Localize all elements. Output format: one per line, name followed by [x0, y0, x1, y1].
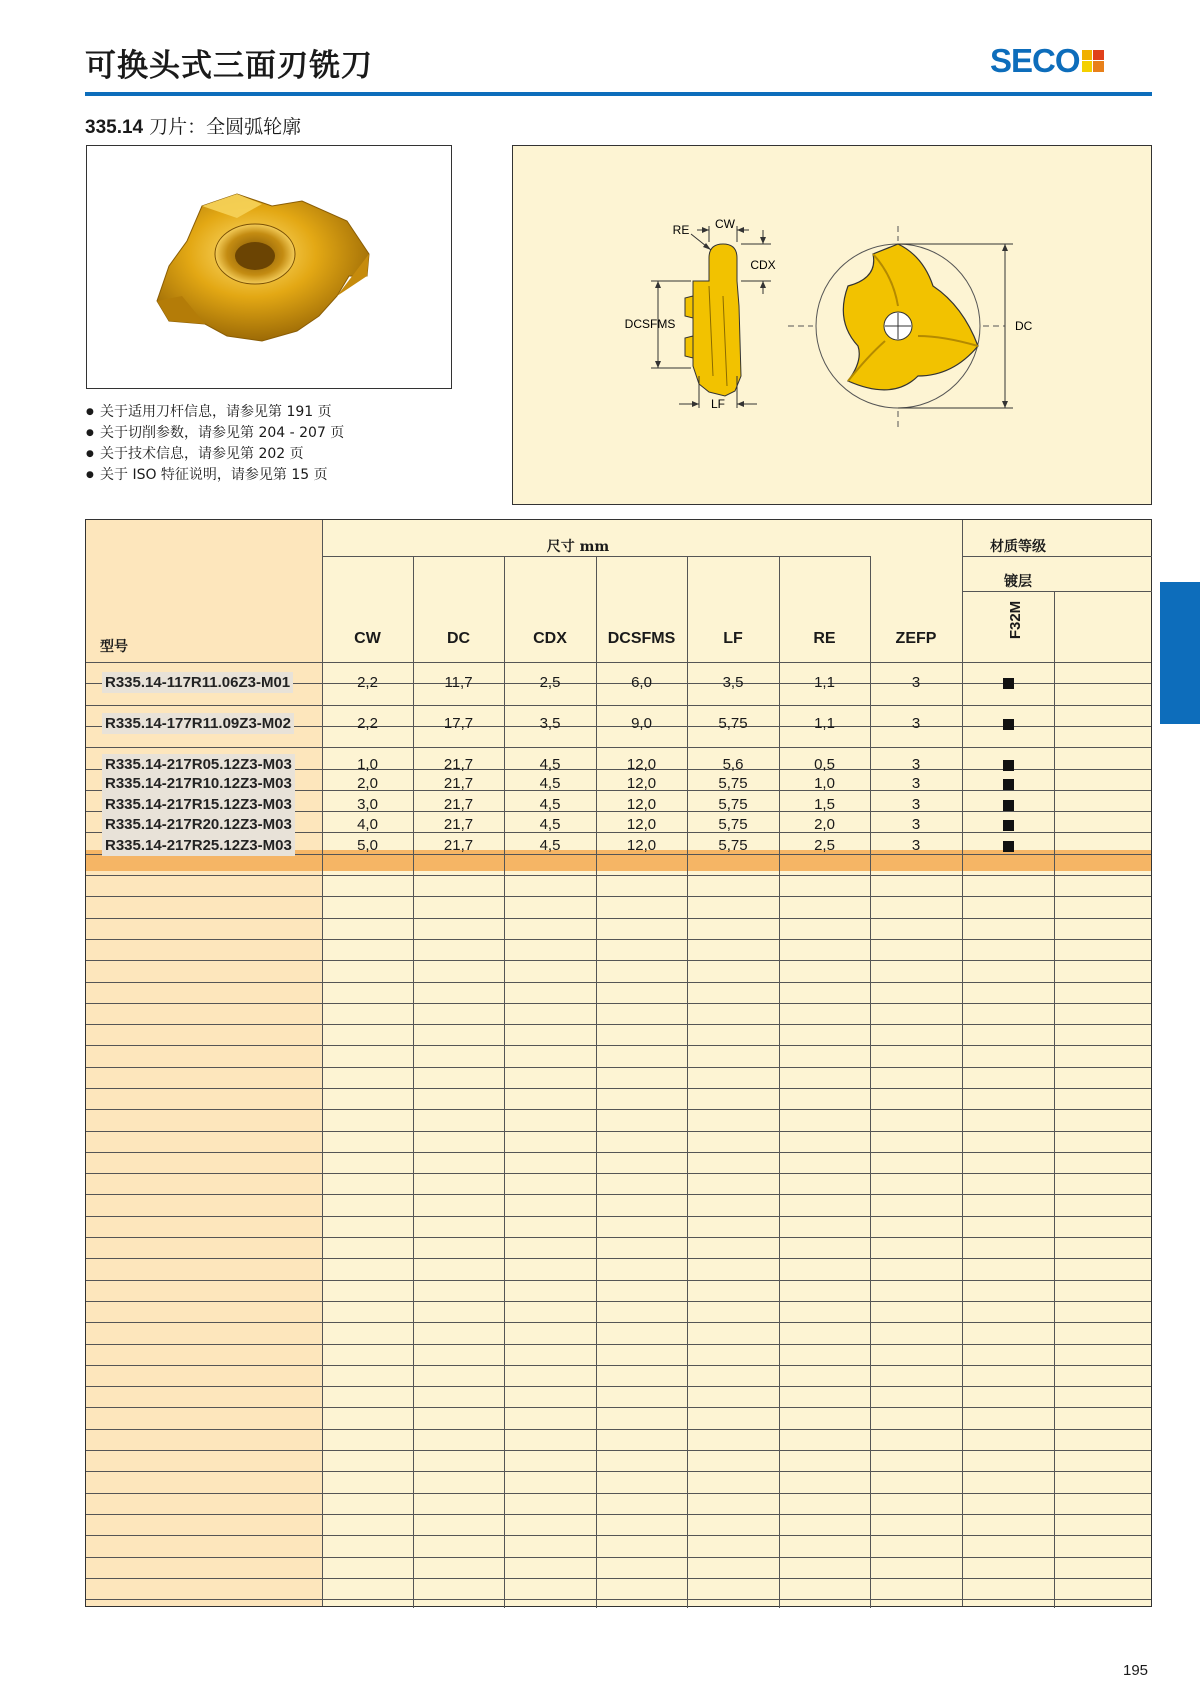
subtitle-text: 刀片：全圆弧轮廓	[149, 116, 302, 138]
note-item: ● 关于切削参数，请参见第 204 - 207 页	[86, 423, 344, 444]
section-subtitle	[85, 112, 301, 139]
filled-square-icon	[1003, 779, 1014, 790]
table-cell-cw: 2,2	[357, 715, 378, 732]
row-gridline	[86, 939, 1151, 940]
grade-available-marker	[962, 713, 1054, 734]
table-cell-dc: 21,7	[443, 837, 474, 854]
row-gridline	[86, 1258, 1151, 1259]
table-row-model	[86, 672, 322, 693]
table-row-model	[86, 794, 322, 815]
table-cell-lf: 5,6	[722, 756, 744, 773]
row-gridline	[86, 1429, 1151, 1430]
row-gridline	[86, 1344, 1151, 1345]
table-cell-lf: 5,75	[718, 715, 748, 732]
col-header-f32m: F32M	[1007, 600, 1024, 640]
table-cell-zefp: 3	[911, 816, 921, 833]
table-cell-lf: 5,75	[718, 837, 748, 854]
notes-list	[86, 402, 344, 486]
row-gridline	[86, 1109, 1151, 1110]
row-gridline	[86, 982, 1151, 983]
col-header-dcsfms: DCSFMS	[607, 630, 676, 647]
model-header: 型号	[100, 639, 128, 655]
logo-mark-icon	[1082, 50, 1104, 72]
model-code: R335.14-117R11.06Z3-M01	[102, 672, 293, 693]
row-gridline	[86, 1471, 1151, 1472]
row-gridline	[86, 918, 1151, 919]
label-re: RE	[672, 223, 690, 237]
table-cell-zefp: 3	[911, 715, 921, 732]
table-cell-re: 2,0	[814, 816, 835, 833]
table-cell-cdx: 2,5	[539, 674, 561, 691]
row-gridline	[86, 1152, 1151, 1153]
table-cell-lf: 3,5	[722, 674, 744, 691]
row-gridline	[86, 1407, 1151, 1408]
table-cell-cdx: 4,5	[539, 775, 561, 792]
logo-text: SECO	[990, 42, 1080, 79]
row-gridline	[86, 1003, 1151, 1004]
row-gridline	[86, 1493, 1151, 1494]
row-gridline	[86, 1216, 1151, 1217]
table-cell-dc: 21,7	[443, 816, 474, 833]
table-cell-zefp: 3	[911, 775, 921, 792]
filled-square-icon	[1003, 719, 1014, 730]
table-cell-dcsfms: 12,0	[626, 756, 657, 773]
table-cell-cw: 5,0	[357, 837, 378, 854]
row-gridline	[86, 1131, 1151, 1132]
col-header-cw: CW	[354, 630, 381, 647]
row-gridline	[86, 1045, 1151, 1046]
table-cell-cw: 4,0	[357, 816, 378, 833]
dimension-diagram	[512, 145, 1152, 505]
table-cell-dc: 21,7	[443, 775, 474, 792]
row-gridline	[86, 1280, 1151, 1281]
table-cell-zefp: 3	[911, 796, 921, 813]
filled-square-icon	[1003, 800, 1014, 811]
label-cdx: CDX	[750, 258, 776, 272]
model-code: R335.14-217R15.12Z3-M03	[102, 794, 295, 815]
table-cell-zefp: 3	[911, 674, 921, 691]
table-cell-cw: 1,0	[357, 756, 378, 773]
row-gridline	[86, 1173, 1151, 1174]
table-row-model	[86, 754, 322, 775]
table-cell-cw: 2,0	[357, 775, 378, 792]
row-gridline	[86, 705, 1151, 706]
grade-available-marker	[962, 754, 1054, 775]
table-cell-zefp: 3	[911, 756, 921, 773]
row-gridline	[86, 1514, 1151, 1515]
table-row-model	[86, 713, 322, 734]
table-cell-dcsfms: 12,0	[626, 837, 657, 854]
side-tab	[1160, 582, 1200, 724]
model-code: R335.14-217R25.12Z3-M03	[102, 835, 295, 856]
table-row-model	[86, 814, 322, 835]
row-gridline	[86, 1301, 1151, 1302]
table-cell-dcsfms: 12,0	[626, 816, 657, 833]
seco-logo	[990, 42, 1104, 79]
row-gridline	[86, 875, 1151, 876]
table-cell-dc: 11,7	[444, 674, 473, 691]
row-gridline	[86, 1386, 1151, 1387]
table-cell-re: 1,0	[814, 775, 835, 792]
table-cell-lf: 5,75	[718, 775, 748, 792]
table-cell-dcsfms: 12,0	[626, 796, 657, 813]
table-cell-zefp: 3	[911, 837, 921, 854]
filled-square-icon	[1003, 678, 1014, 689]
table-cell-cdx: 4,5	[539, 837, 561, 854]
insert-photo	[86, 145, 452, 389]
label-cw: CW	[715, 217, 735, 231]
row-gridline	[86, 1088, 1151, 1089]
row-gridline	[86, 1557, 1151, 1558]
grade-available-marker	[962, 814, 1054, 835]
grade-available-marker	[962, 672, 1054, 693]
table-cell-cdx: 4,5	[539, 816, 561, 833]
grade-available-marker	[962, 835, 1054, 856]
note-item: ● 关于技术信息，请参见第 202 页	[86, 444, 344, 465]
grade-available-marker	[962, 794, 1054, 815]
label-lf: LF	[710, 397, 726, 411]
row-gridline	[86, 896, 1151, 897]
row-gridline	[86, 747, 1151, 748]
col-header-zefp: ZEFP	[895, 630, 937, 647]
table-cell-dc: 21,7	[443, 796, 474, 813]
note-item: ● 关于适用刀杆信息，请参见第 191 页	[86, 402, 344, 423]
col-header-cdx: CDX	[533, 630, 567, 647]
page-title: 可换头式三面刃铣刀	[85, 48, 373, 84]
page-number: 195	[1123, 1662, 1149, 1679]
label-dcsfms: DCSFMS	[624, 317, 676, 331]
table-cell-cdx: 3,5	[539, 715, 561, 732]
row-gridline	[86, 1024, 1151, 1025]
model-code: R335.14-217R10.12Z3-M03	[102, 773, 295, 794]
subtitle-code: 335.14	[85, 117, 144, 138]
row-gridline	[86, 1067, 1151, 1068]
table-row-model	[86, 773, 322, 794]
table-cell-dcsfms: 9,0	[631, 715, 652, 732]
row-gridline	[86, 1237, 1151, 1238]
title-rule	[85, 92, 1152, 96]
filled-square-icon	[1003, 841, 1014, 852]
col-header-lf: LF	[723, 630, 743, 647]
insert-table	[85, 519, 1152, 1607]
grade-available-marker	[962, 773, 1054, 794]
filled-square-icon	[1003, 820, 1014, 831]
row-gridline	[86, 1365, 1151, 1366]
row-gridline	[86, 1322, 1151, 1323]
model-code: R335.14-177R11.09Z3-M02	[102, 713, 294, 734]
model-code: R335.14-217R20.12Z3-M03	[102, 814, 295, 835]
note-item: ● 关于 ISO 特征说明，请参见第 15 页	[86, 465, 344, 486]
table-cell-dc: 17,7	[443, 715, 474, 732]
table-row-model	[86, 835, 322, 856]
grade-group-header: 材质等级	[990, 539, 1046, 555]
filled-square-icon	[1003, 760, 1014, 771]
coating-header: 镀层	[1004, 574, 1032, 590]
row-gridline	[86, 1450, 1151, 1451]
row-gridline	[86, 1535, 1151, 1536]
table-cell-re: 1,1	[814, 674, 835, 691]
label-dc: DC	[1015, 319, 1033, 333]
row-gridline	[86, 1599, 1151, 1600]
table-cell-cw: 2,2	[357, 674, 378, 691]
table-cell-re: 1,5	[814, 796, 835, 813]
table-cell-cdx: 4,5	[539, 796, 561, 813]
dimension-group-header: 尺寸 mm	[546, 539, 610, 555]
table-cell-cw: 3,0	[357, 796, 378, 813]
col-header-re: RE	[813, 630, 836, 647]
insert-photo-image	[87, 146, 451, 388]
row-gridline	[86, 662, 1151, 663]
col-header-dc: DC	[446, 630, 471, 647]
row-gridline	[86, 1194, 1151, 1195]
table-cell-dcsfms: 12,0	[626, 775, 657, 792]
row-gridline	[86, 1578, 1151, 1579]
row-gridline	[86, 960, 1151, 961]
table-cell-lf: 5,75	[718, 816, 748, 833]
table-cell-cdx: 4,5	[539, 756, 561, 773]
model-code: R335.14-217R05.12Z3-M03	[102, 754, 295, 775]
table-cell-dc: 21,7	[443, 756, 474, 773]
dimension-diagram-drawing	[513, 146, 1151, 504]
table-cell-dcsfms: 6,0	[631, 674, 652, 691]
table-cell-re: 2,5	[814, 837, 835, 854]
table-cell-re: 1,1	[814, 715, 835, 732]
table-cell-lf: 5,75	[718, 796, 748, 813]
table-cell-re: 0,5	[814, 756, 835, 773]
